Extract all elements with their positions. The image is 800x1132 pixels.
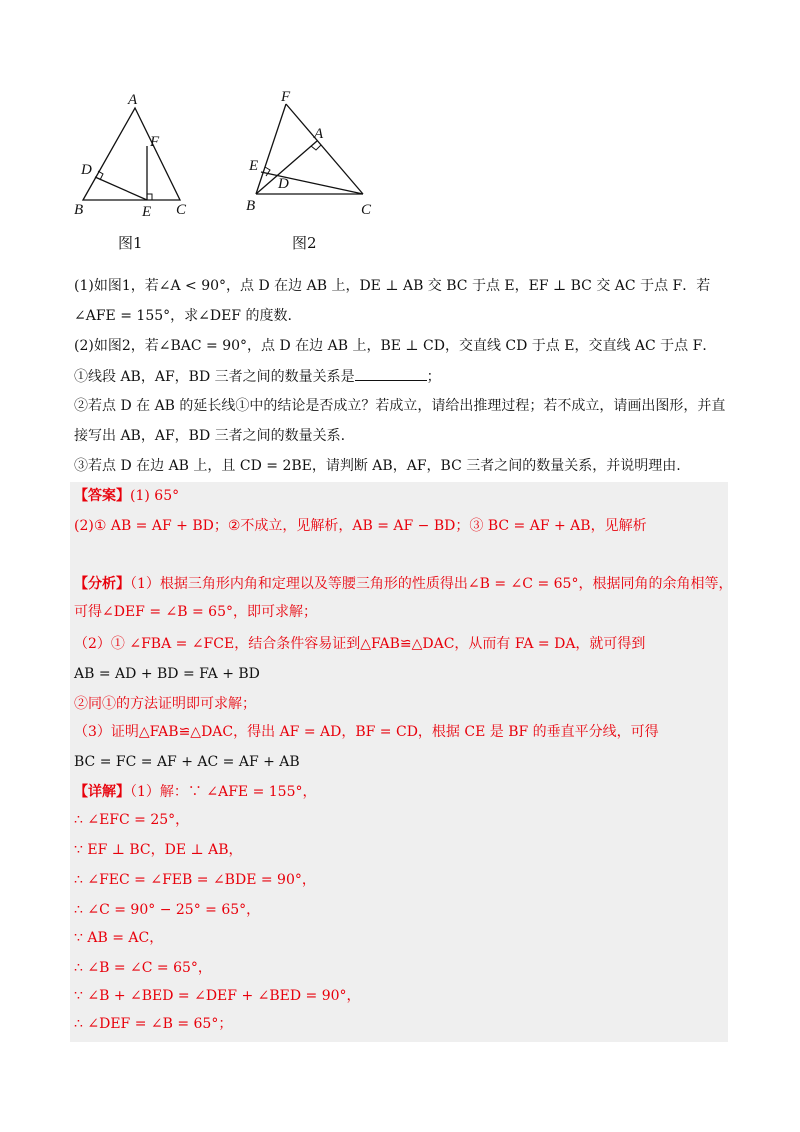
detail-line-6: ∵ AB = AC， [74,930,164,946]
figure-1-caption: 图1 [118,234,143,252]
fig2-label-a: A [314,126,324,142]
detail-tag: 【详解】 [74,784,130,800]
question-2-sub-2-line-2: 接写出 AB，AF，BD 三者之间的数量关系. [74,428,346,444]
detail-line-2: ∴ ∠EFC = 25°， [74,812,190,828]
analysis-line-2: 可得∠DEF = ∠B = 65°，即可求解； [74,604,317,620]
question-2-sub-1 [74,366,441,387]
analysis-text-1: （1）根据三角形内角和定理以及等腰三角形的性质得出∠B = ∠C = 65°，根据同角的余角相等， [130,576,733,592]
detail-line-7: ∴ ∠B = ∠C = 65°， [74,960,212,976]
figure-1 [70,88,200,223]
fig1-label-a: A [128,92,138,108]
question-2-sub-2-line-1: ②若点 D 在 AB 的延长线①中的结论是否成立？若成立，请给出推理过程；若不成立，请画出图形，并直 [74,398,726,414]
fig1-label-b: B [74,202,84,218]
answer-tag: 【答案】 [74,488,130,504]
analysis-line-1 [74,574,732,594]
detail-line-4: ∴ ∠FEC = ∠FEB = ∠BDE = 90°， [74,872,316,888]
detail-line-5: ∴ ∠C = 90° − 25° = 65°， [74,902,261,918]
analysis-line-7: BC = FC = AF + AC = AF + AB [74,754,300,770]
fig1-label-d: D [81,162,92,178]
analysis-line-3: （2）① ∠FBA = ∠FCE，结合条件容易证到△FAB≌△DAC，从而有 FA = DA，就可得到 [74,636,646,652]
answer-line-2: (2)① AB = AF + BD；②不成立，见解析，AB = AF − BD；③ BC = AF + AB，见解析 [74,518,647,534]
figure-2 [242,90,382,225]
fig2-label-c: C [361,202,372,218]
answer-blank[interactable] [355,366,427,381]
question-2-sub-1-text: ①线段 AB，AF，BD 三者之间的数量关系是 [74,369,355,385]
fig1-label-f: F [150,134,160,150]
fig2-label-b: B [246,198,256,214]
figure-1-diagram [70,88,200,223]
figure-2-caption: 图2 [292,234,317,252]
detail-line-1 [74,782,316,802]
fig2-label-f: F [281,90,291,105]
detail-text-1: （1）解：∵ ∠AFE = 155°， [130,784,317,800]
analysis-tag: 【分析】 [74,576,130,592]
fig2-label-d: D [278,176,289,192]
analysis-line-4: AB = AD + BD = FA + BD [74,666,260,682]
question-2-sub-1-end: ； [426,369,441,385]
answer-line-1 [74,486,179,506]
figure-2-diagram [242,90,382,225]
detail-line-3: ∵ EF ⊥ BC，DE ⊥ AB， [74,842,243,858]
analysis-line-5: ②同①的方法证明即可求解； [74,696,256,712]
detail-line-8: ∵ ∠B + ∠BED = ∠DEF + ∠BED = 90°， [74,988,361,1004]
question-2-sub-3: ③若点 D 在边 AB 上，且 CD = 2BE，请判断 AB，AF，BC 三者之间的数量关系，并说明理由. [74,458,681,474]
answer-part-1: (1) 65° [130,488,180,504]
question-1-line-2: ∠AFE = 155°，求∠DEF 的度数. [74,308,292,324]
question-2-line-1: (2)如图2，若∠BAC = 90°，点 D 在边 AB 上，BE ⊥ CD，交直线 CD 于点 E，交直线 AC 于点 F． [74,338,717,354]
analysis-line-6: （3）证明△FAB≌△DAC，得出 AF = AD，BF = CD，根据 CE 是 BF 的垂直平分线，可得 [74,724,659,740]
question-1-line-1: (1)如图1，若∠A < 90°，点 D 在边 AB 上，DE ⊥ AB 交 BC 于点 E，EF ⊥ BC 交 AC 于点 F．若 [74,278,711,294]
fig2-label-e: E [249,158,259,174]
fig1-label-c: C [176,202,187,218]
detail-line-9: ∴ ∠DEF = ∠B = 65°； [74,1016,233,1032]
fig1-label-e: E [142,204,152,220]
